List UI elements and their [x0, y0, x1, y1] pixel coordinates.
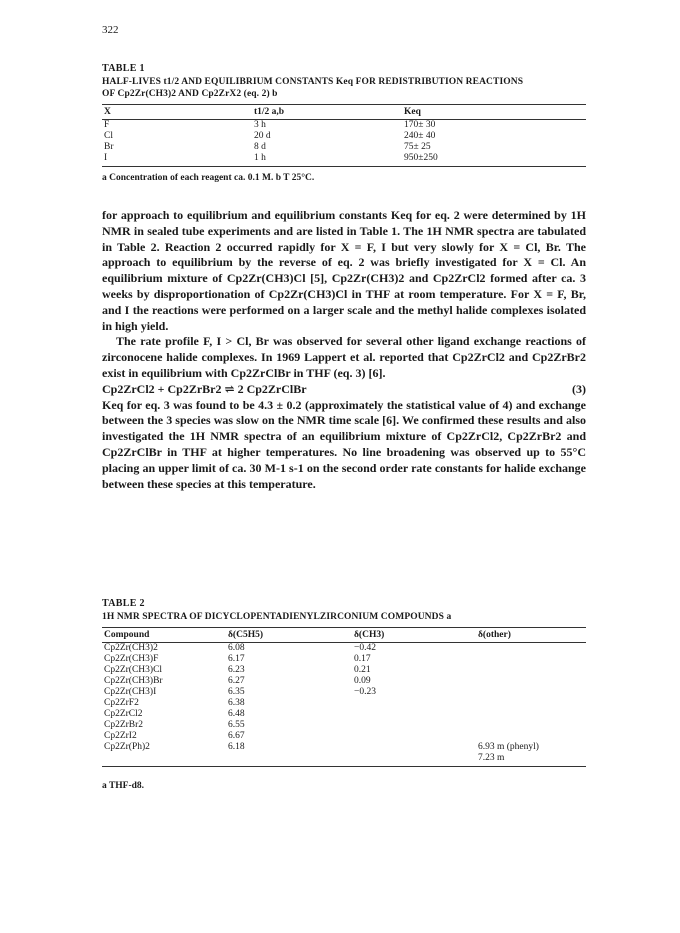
- table-row: [102, 676, 586, 687]
- table-cell: 7.23 m: [476, 753, 586, 767]
- table-cell: −0.42: [354, 643, 376, 653]
- table-2-header: Compound: [102, 628, 226, 643]
- table-1-header: t1/2 a,b: [252, 105, 402, 120]
- table-cell: [352, 698, 476, 709]
- table-1-caption-line2: OF Cp2Zr(CH3)2 AND Cp2ZrX2 (eq. 2) b: [102, 89, 278, 99]
- table-row: [102, 120, 586, 132]
- table-cell: Cp2ZrBr2: [104, 720, 144, 730]
- table-cell: Cp2Zr(Ph)2: [104, 742, 150, 752]
- table-1-header: Keq: [402, 105, 586, 120]
- table-cell: 6.67: [228, 731, 245, 741]
- paragraph-2: The rate profile F, I > Cl, Br was observed for several other ligand exchange reactions of zirconocene halide complexes. In 1969 Lappert et al. reported that Cp2ZrCl2 and Cp2ZrBr2 exist in equilibrium with Cp2ZrClBr in THF (eq. 3) [6].: [102, 334, 586, 380]
- table-2-label: TABLE 2: [102, 598, 145, 609]
- table-cell: 1 h: [252, 153, 402, 167]
- table-cell: 0.21: [354, 665, 371, 675]
- equation-3-number: (3): [572, 381, 586, 396]
- table-1-caption-line1: HALF-LIVES t1/2 AND EQUILIBRIUM CONSTANTS Keq FOR REDISTRIBUTION REACTIONS: [102, 77, 524, 87]
- table-row: [102, 720, 586, 731]
- table-cell: [476, 654, 586, 665]
- table-cell: 75± 25: [404, 142, 431, 152]
- body-text: [102, 208, 586, 492]
- table-2-header: δ(CH3): [352, 628, 476, 643]
- table-row: [102, 731, 586, 742]
- table-row: [102, 131, 586, 142]
- table-row: [102, 654, 586, 665]
- table-cell: Cl: [104, 131, 113, 141]
- table-2: [102, 597, 586, 791]
- table-cell: [226, 753, 352, 767]
- table-cell: 3 h: [254, 120, 266, 130]
- table-cell: 6.35: [228, 687, 245, 697]
- table-cell: Cp2Zr(CH3)Br: [104, 676, 163, 686]
- table-cell: 6.93 m (phenyl): [478, 742, 539, 752]
- table-row: [102, 687, 586, 698]
- paragraph-3: Keq for eq. 3 was found to be 4.3 ± 0.2 (approximately the statistical value of 4) and exchange between the 3 species was slow on the NMR time scale [6]. We confirmed these results and also investigated the 1H NMR spectra of an equilibrium mixture of Cp2ZrCl2, Cp2ZrBr2 and Cp2ZrClBr in THF at higher temperatures. No line broadening was observed up to 55°C placing an upper limit of ca. 30 M-1 s-1 on the second order rate constants for halide exchange between these species at this temperature.: [102, 397, 586, 491]
- paragraph-1: for approach to equilibrium and equilibrium constants Keq for eq. 2 were determined by 1H NMR in sealed tube experiments and are listed in Table 1. The 1H NMR spectra are tabulated in Table 2. Reaction 2 occurred rapidly for X = F, I but very slowly for X = Cl, Br. The approach to equilibrium by the reverse of eq. 2 was briefly investigated for X = Cl. An equilibrium mixture of Cp2Zr(CH3)Cl [5], Cp2Zr(CH3)2 and Cp2ZrCl2 formed after ca. 3 weeks by disproportionation of Cp2Zr(CH3)Cl in THF at room temperature. For X = F, Br, and I the reactions were performed on a larger scale and the methyl halide complexes isolated in high yield.: [102, 208, 586, 333]
- table-1-footnote: a Concentration of each reagent ca. 0.1 M. b T 25°C.: [102, 173, 315, 183]
- table-cell: [352, 753, 476, 767]
- table-cell: Cp2ZrI2: [104, 731, 137, 741]
- table-row: [102, 643, 586, 655]
- table-cell: 240± 40: [404, 131, 436, 141]
- table-cell: [476, 643, 586, 655]
- table-cell: Cp2Zr(CH3)Cl: [104, 665, 163, 675]
- table-row: [102, 142, 586, 153]
- table-cell: F: [104, 120, 110, 130]
- table-cell: 6.48: [228, 709, 245, 719]
- table-cell: 6.27: [228, 676, 245, 686]
- table-2-footnote: a THF-d8.: [102, 781, 145, 791]
- table-cell: [476, 698, 586, 709]
- table-cell: 0.17: [354, 654, 371, 664]
- table-cell: [352, 742, 476, 753]
- table-cell: 6.38: [228, 698, 245, 708]
- equation-3: [102, 382, 586, 398]
- table-cell: Cp2ZrF2: [104, 698, 139, 708]
- table-2-grid: [102, 627, 586, 767]
- table-cell: 8 d: [254, 142, 266, 152]
- table-1-grid: [102, 104, 586, 167]
- table-cell: 6.08: [228, 643, 245, 653]
- table-cell: [476, 676, 586, 687]
- table-cell: Cp2Zr(CH3)F: [104, 654, 159, 664]
- table-cell: 950±250: [402, 153, 586, 167]
- table-row: [102, 742, 586, 753]
- table-cell: [476, 687, 586, 698]
- page-number: 322: [102, 24, 119, 36]
- table-row: [102, 698, 586, 709]
- table-row: [102, 153, 586, 167]
- table-cell: [352, 731, 476, 742]
- table-1-header: X: [102, 105, 252, 120]
- table-cell: [476, 665, 586, 676]
- table-row: [102, 665, 586, 676]
- table-2-caption: 1H NMR SPECTRA OF DICYCLOPENTADIENYLZIRCONIUM COMPOUNDS a: [102, 612, 452, 622]
- table-2-header: δ(other): [476, 628, 586, 643]
- table-cell: −0.23: [354, 687, 376, 697]
- table-cell: 6.18: [228, 742, 245, 752]
- table-cell: 0.09: [354, 676, 371, 686]
- table-cell: Cp2Zr(CH3)2: [104, 643, 158, 653]
- table-1-label: TABLE 1: [102, 63, 145, 74]
- table-cell: [476, 709, 586, 720]
- table-cell: I: [102, 153, 252, 167]
- table-cell: Br: [104, 142, 114, 152]
- table-cell: [352, 720, 476, 731]
- table-cell: 20 d: [254, 131, 271, 141]
- table-row: [102, 709, 586, 720]
- table-cell: [102, 753, 226, 767]
- equation-3-text: Cp2ZrCl2 + Cp2ZrBr2 ⇌ 2 Cp2ZrClBr: [102, 381, 307, 396]
- table-1: [102, 62, 586, 183]
- table-cell: [476, 731, 586, 742]
- table-row: [102, 753, 586, 767]
- table-cell: [476, 720, 586, 731]
- table-cell: 170± 30: [404, 120, 436, 130]
- table-2-header: δ(C5H5): [226, 628, 352, 643]
- table-cell: Cp2Zr(CH3)I: [104, 687, 157, 697]
- table-cell: Cp2ZrCl2: [104, 709, 143, 719]
- table-cell: 6.55: [228, 720, 245, 730]
- table-cell: 6.17: [228, 654, 245, 664]
- table-cell: 6.23: [228, 665, 245, 675]
- table-cell: [352, 709, 476, 720]
